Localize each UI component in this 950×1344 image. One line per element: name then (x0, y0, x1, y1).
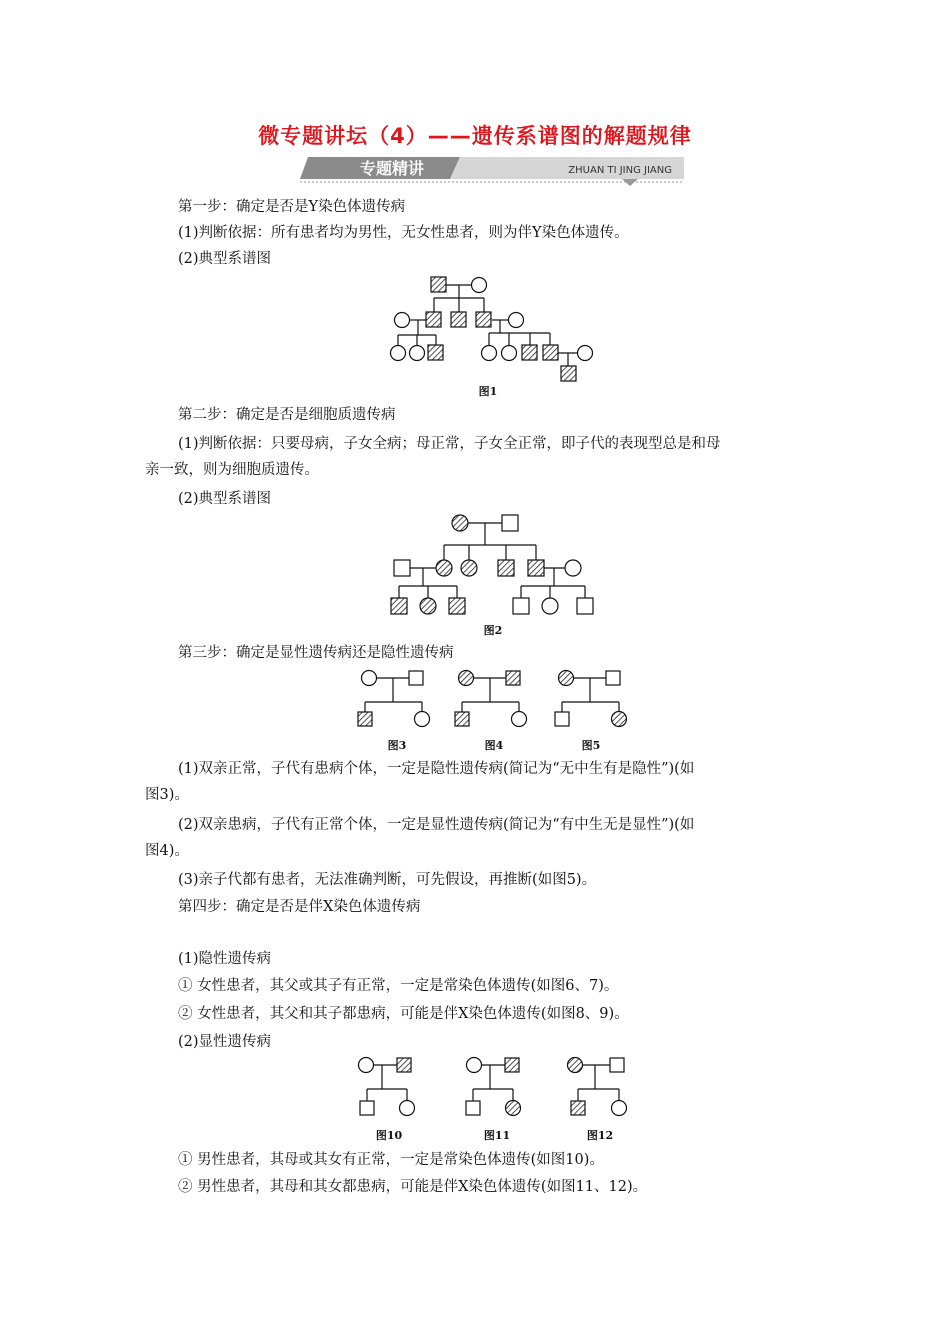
step1-p1: (1)判断依据：所有患者均为男性，无女性患者，则为伴Y染色体遗传。 (178, 225, 629, 241)
figure-5-caption: 图5 (581, 739, 601, 752)
figure-2-caption: 图2 (483, 624, 503, 637)
figure-12-caption: 图12 (586, 1129, 614, 1142)
step4-dominant: (2)显性遗传病 (178, 1034, 272, 1050)
step4-recessive-2: ② 女性患者，其父和其子都患病，可能是伴X染色体遗传(如图8、9)。 (178, 1006, 629, 1022)
figure-1-caption: 图1 (478, 385, 498, 398)
pedigree-figure-4 (452, 668, 532, 730)
pedigree-figure-3 (355, 668, 435, 730)
step4-dominant-2: ② 男性患者，其母和其女都患病，可能是伴X染色体遗传(如图11、12)。 (178, 1179, 648, 1195)
pedigree-figure-2 (390, 510, 600, 620)
figure-4-caption: 图4 (484, 739, 504, 752)
page-title: 微专题讲坛（4）——遗传系谱图的解题规律 (258, 124, 692, 148)
figure-10-caption: 图10 (375, 1129, 403, 1142)
banner-title: 专题精讲 (359, 159, 425, 178)
step3-p1: (1)双亲正常，子代有患病个体，一定是隐性遗传病(简记为“无中生有是隐性”)(如 (178, 761, 695, 777)
step4-dominant-1: ① 男性患者，其母或其女有正常，一定是常染色体遗传(如图10)。 (178, 1152, 604, 1168)
step3-p2: (2)双亲患病，子代有正常个体，一定是显性遗传病(简记为“有中生无是显性”)(如 (178, 817, 695, 833)
step4-recessive-1: ① 女性患者，其父或其子有正常，一定是常染色体遗传(如图6、7)。 (178, 978, 619, 994)
figure-3-caption: 图3 (387, 739, 407, 752)
pedigree-figure-5 (552, 668, 632, 730)
step3-p1-cont: 图3)。 (145, 787, 189, 803)
step4-recessive: (1)隐性遗传病 (178, 951, 272, 967)
step2-p1: (1)判断依据：只要母病，子女全病；母正常，子女全正常，即子代的表现型总是和母 (178, 436, 721, 452)
step3-p3: (3)亲子代都有患者，无法准确判断，可先假设，再推断(如图5)。 (178, 872, 597, 888)
figure-11-caption: 图11 (483, 1129, 511, 1142)
pedigree-figure-1 (380, 270, 610, 390)
step1-heading: 第一步：确定是否是Y染色体遗传病 (178, 199, 406, 215)
step1-p2: (2)典型系谱图 (178, 251, 272, 267)
step2-heading: 第二步：确定是否是细胞质遗传病 (178, 407, 396, 423)
pedigree-figure-12 (565, 1055, 645, 1121)
banner-subtitle: ZHUAN TI JING JIANG (568, 165, 672, 176)
step2-p2: (2)典型系谱图 (178, 491, 272, 507)
pedigree-figure-11 (463, 1055, 543, 1121)
pedigree-figure-10 (355, 1055, 435, 1121)
step3-p2-cont: 图4)。 (145, 843, 189, 859)
step3-heading: 第三步：确定是显性遗传病还是隐性遗传病 (178, 645, 454, 661)
step4-heading: 第四步：确定是否是伴X染色体遗传病 (178, 899, 421, 915)
section-banner (300, 155, 684, 187)
step2-p1-cont: 亲一致，则为细胞质遗传。 (145, 462, 319, 478)
